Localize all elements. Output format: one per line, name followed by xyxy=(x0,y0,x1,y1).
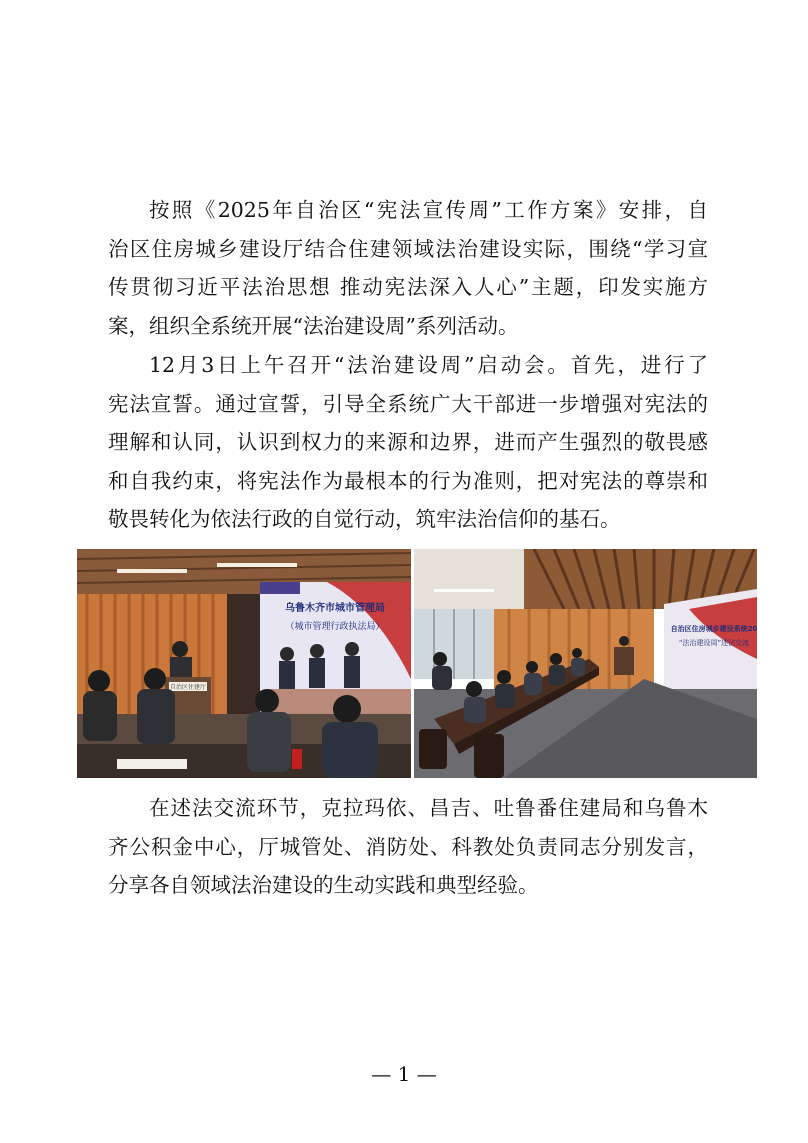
meeting-photo-left-image xyxy=(77,549,411,778)
paragraph-line: 治区住房城乡建设厅结合住建领域法治建设实际，围绕“学习宣 xyxy=(108,236,708,261)
paragraph-line: 分享各自领域法治建设的生动实践和典型经验。 xyxy=(108,873,539,897)
paragraph-line: 案，组织全系统开展“法治建设周”系列活动。 xyxy=(108,313,519,338)
screen-title: 自治区住房城乡建设系统20 xyxy=(670,625,757,633)
paragraph-line: 按照《2025年自治区“宪法宣传周”工作方案》安排，自 xyxy=(149,198,708,222)
paragraph-line: 在述法交流环节，克拉玛依、昌吉、吐鲁番住建局和乌鲁木 xyxy=(149,796,708,820)
paragraph-3 xyxy=(108,789,708,905)
paragraph-line: 和自我约束，将宪法作为最根本的行为准则，把对宪法的尊崇和 xyxy=(108,468,708,493)
paragraph-line: 传贯彻习近平法治思想 推动宪法深入人心”主题，印发实施方 xyxy=(108,275,708,299)
paragraph-1 xyxy=(108,191,708,345)
meeting-photo-left xyxy=(77,549,411,778)
paragraph-line: 12月3日上午召开“法治建设周”启动会。首先，进行了 xyxy=(149,353,708,377)
paragraph-line: 宪法宣誓。通过宣誓，引导全系统广大干部进一步增强对宪法的 xyxy=(108,391,708,416)
paragraph-line: 敬畏转化为依法行政的自觉行动，筑牢法治信仰的基石。 xyxy=(108,507,621,531)
paragraph-line: 齐公积金中心，厅城管处、消防处、科教处负责同志分别发言， xyxy=(108,834,708,859)
meeting-photo-right-image xyxy=(414,549,757,778)
paragraph-line: 理解和认同，认识到权力的来源和边界，进而产生强烈的敬畏感 xyxy=(108,430,708,454)
screen-subtitle: “法治建设周”述法交流 xyxy=(678,639,750,647)
podium-sign: 自治区住建厅 xyxy=(169,684,207,691)
screen-subtitle: （城市管理行政执法局） xyxy=(285,622,385,632)
meeting-photo-right xyxy=(414,549,757,778)
photo-strip xyxy=(77,549,757,778)
page-number: — 1 — xyxy=(371,1062,437,1086)
screen-title: 乌鲁木齐市城市管理局 xyxy=(285,603,385,614)
paragraph-2 xyxy=(108,346,708,539)
